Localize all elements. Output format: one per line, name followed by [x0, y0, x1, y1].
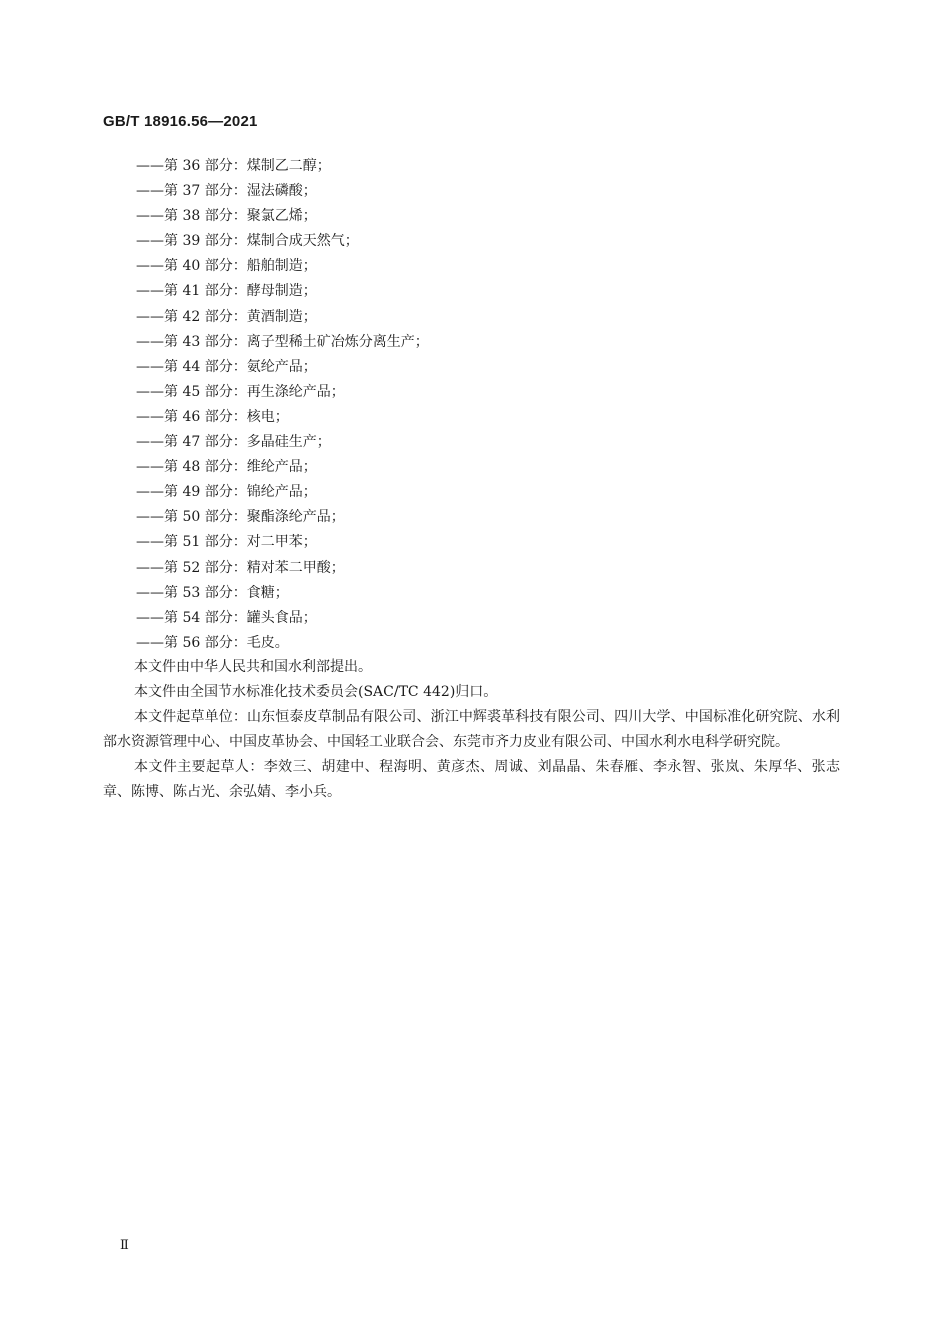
list-item: ——第 50 部分：聚酯涤纶产品；	[136, 509, 345, 526]
standard-number-header: GB/T 18916.56—2021	[103, 113, 258, 130]
list-item: ——第 52 部分：精对苯二甲酸；	[136, 559, 345, 576]
list-item: ——第 37 部分：湿法磷酸；	[136, 183, 317, 200]
list-item: ——第 42 部分：黄酒制造；	[136, 308, 317, 325]
list-item: ——第 51 部分：对二甲苯；	[136, 534, 317, 551]
list-item: ——第 45 部分：再生涤纶产品；	[136, 383, 345, 400]
list-item: ——第 54 部分：罐头食品；	[136, 609, 317, 626]
list-item: ——第 36 部分：煤制乙二醇；	[136, 158, 331, 174]
proposer-paragraph: 本文件由中华人民共和国水利部提出。	[134, 659, 372, 675]
list-item: ——第 47 部分：多晶硅生产；	[136, 434, 331, 451]
parts-list	[136, 154, 429, 656]
foreword-paragraphs	[103, 655, 840, 806]
list-item: ——第 44 部分：氨纶产品；	[136, 358, 317, 375]
committee-paragraph: 本文件由全国节水标准化技术委员会(SAC/TC 442)归口。	[134, 684, 498, 701]
list-item: ——第 40 部分：船舶制造；	[136, 258, 317, 275]
drafters-paragraph: 本文件主要起草人：李效三、胡建中、程海明、黄彦杰、周诚、刘晶晶、朱春雁、李永智、张岚、朱厚华、张志章、陈博、陈占光、余弘婧、李小兵。	[103, 759, 840, 801]
list-item: ——第 39 部分：煤制合成天然气；	[136, 233, 359, 250]
list-item: ——第 53 部分：食糖；	[136, 584, 289, 601]
list-item: ——第 49 部分：锦纶产品；	[136, 484, 317, 501]
list-item: ——第 48 部分：维纶产品；	[136, 459, 317, 476]
page-number: Ⅱ	[120, 1238, 129, 1253]
list-item: ——第 43 部分：离子型稀土矿冶炼分离生产；	[136, 333, 429, 350]
drafting-units-paragraph: 本文件起草单位：山东恒泰皮草制品有限公司、浙江中辉裘革科技有限公司、四川大学、中国标准化研究院、水利部水资源管理中心、中国皮革协会、中国轻工业联合会、东莞市齐力皮业有限公司、中国水利水电科学研究院。	[103, 709, 840, 751]
list-item: ——第 38 部分：聚氯乙烯；	[136, 208, 317, 225]
list-item: ——第 41 部分：酵母制造；	[136, 283, 317, 300]
list-item: ——第 46 部分：核电；	[136, 408, 289, 425]
list-item: ——第 56 部分：毛皮。	[136, 634, 289, 651]
